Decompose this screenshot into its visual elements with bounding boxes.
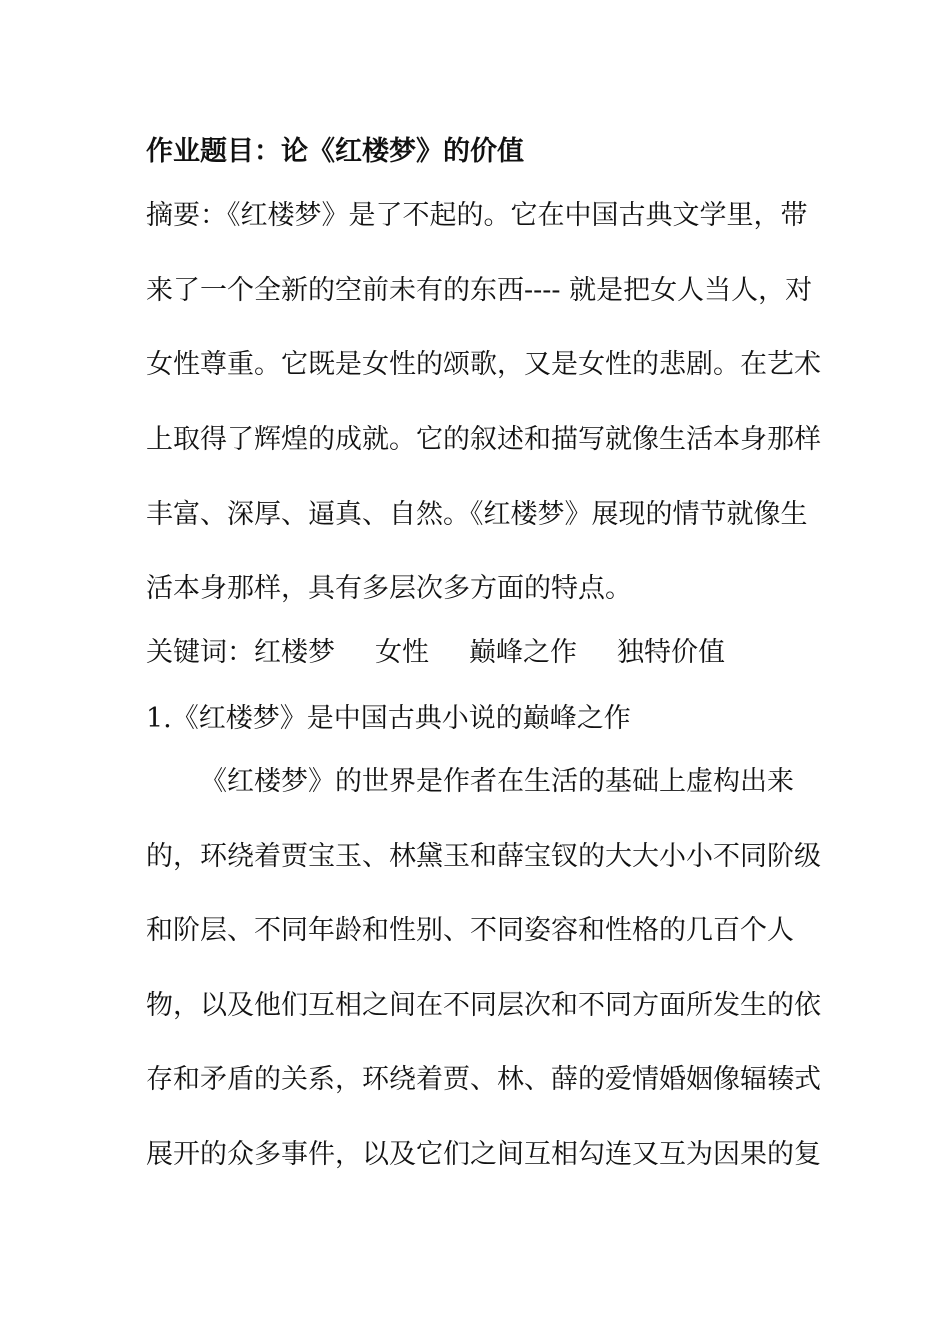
abstract-line: 丰富、深厚、逼真、自然。《红楼梦》展现的情节就像生 bbox=[146, 499, 808, 530]
keywords-line bbox=[146, 636, 806, 670]
abstract-line: 来了一个全新的空前未有的东西---- 就是把女人当人，对 bbox=[146, 275, 813, 306]
keyword: 巅峰之作 bbox=[469, 637, 577, 668]
abstract-line: 女性尊重。它既是女性的颂歌，又是女性的悲剧。在艺术 bbox=[146, 349, 821, 380]
keyword: 独特价值 bbox=[617, 637, 725, 668]
abstract-line: 活本身那样，具有多层次多方面的特点。 bbox=[146, 573, 632, 604]
document-title: 作业题目：论《红楼梦》的价值 bbox=[146, 136, 524, 167]
body-line: 物，以及他们互相之间在不同层次和不同方面所发生的依 bbox=[146, 990, 821, 1021]
body-line: 存和矛盾的关系，环绕着贾、林、薛的爱情婚姻像辐辏式 bbox=[146, 1064, 821, 1095]
section-heading: 1.《红楼梦》是中国古典小说的巅峰之作 bbox=[146, 703, 631, 734]
body-line: 的，环绕着贾宝玉、林黛玉和薛宝钗的大大小小不同阶级 bbox=[146, 841, 821, 872]
abstract-line: 上取得了辉煌的成就。它的叙述和描写就像生活本身那样 bbox=[146, 424, 821, 455]
abstract-line: 摘要：《红楼梦》是了不起的。它在中国古典文学里，带 bbox=[146, 200, 808, 231]
keywords-label: 关键词： bbox=[146, 637, 254, 668]
body-line: 展开的众多事件，以及它们之间互相勾连又互为因果的复 bbox=[146, 1139, 821, 1170]
body-line: 和阶层、不同年龄和性别、不同姿容和性格的几百个人 bbox=[146, 915, 794, 946]
body-line: 《红楼梦》的世界是作者在生活的基础上虚构出来 bbox=[200, 766, 794, 797]
keyword: 女性 bbox=[375, 637, 429, 668]
keyword: 红楼梦 bbox=[254, 637, 335, 668]
